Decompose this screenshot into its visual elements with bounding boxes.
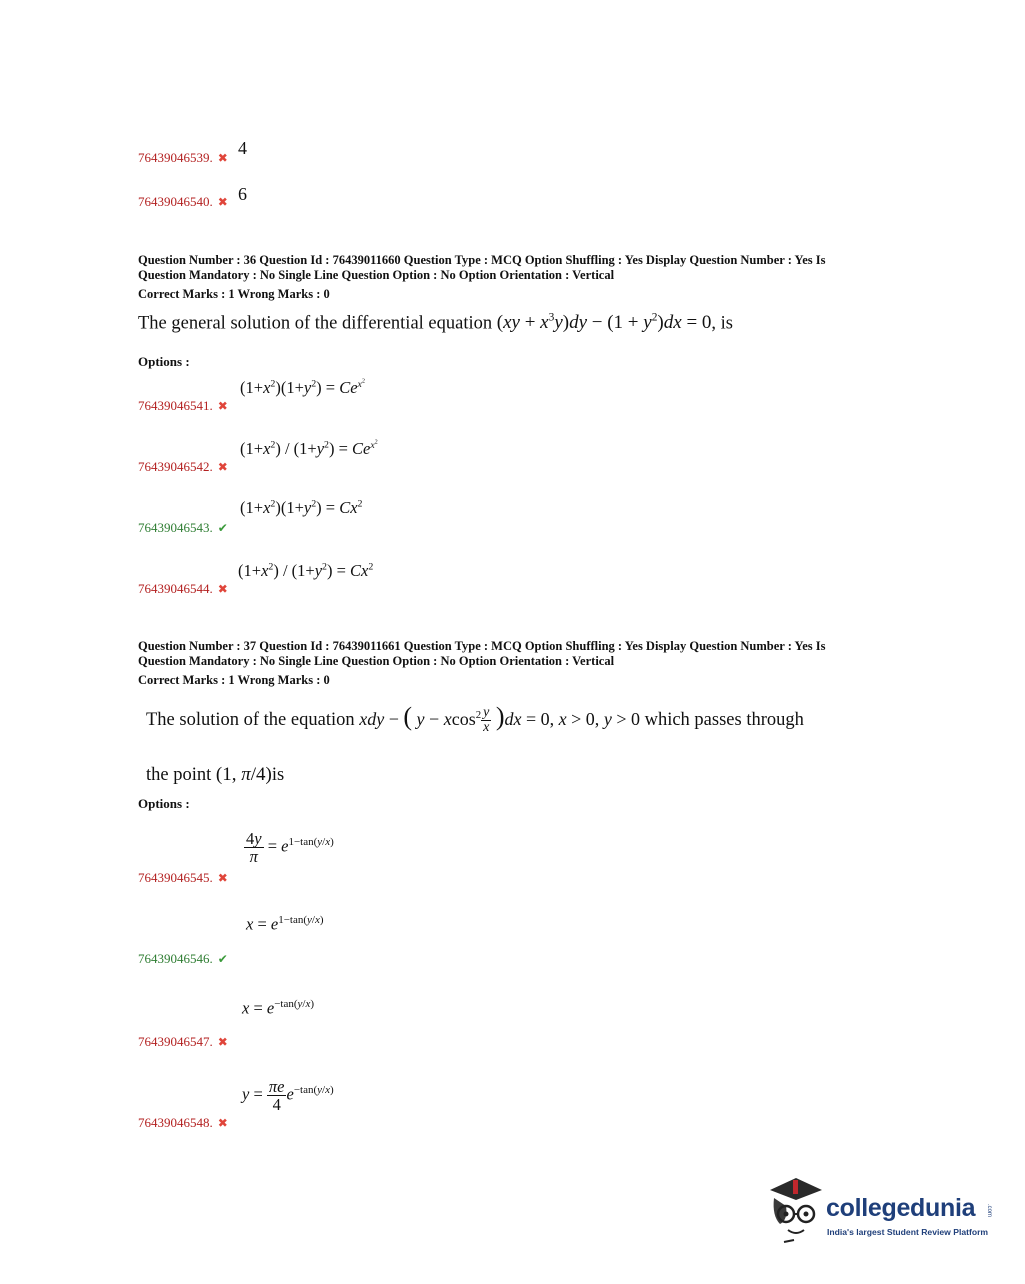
option-id: 76439046547. ✖	[138, 1034, 228, 1049]
option-id: 76439046546. ✔	[138, 951, 228, 966]
question-text: The general solution of the differential equation $(xy + x^3y)dy - (1 + y^2)dx = 0$, is	[138, 312, 733, 334]
cross-icon: ✖	[217, 582, 228, 596]
option-formula: $x = e^{1-tan(y/x)}$	[246, 914, 324, 934]
cross-icon: ✖	[217, 195, 228, 209]
option-id: 76439046544. ✖	[138, 581, 228, 596]
question-marks: Correct Marks : 1 Wrong Marks : 0	[138, 673, 330, 687]
cross-icon: ✖	[217, 151, 228, 165]
cross-icon: ✖	[217, 871, 228, 885]
cross-icon: ✖	[217, 399, 228, 413]
option-formula: y = $\frac{\pi e}{4}$ $e^{-tan(y/x)}$	[242, 1077, 334, 1115]
option-id: 76439046548. ✖	[138, 1115, 228, 1130]
question-meta: Question Mandatory : No Single Line Question Option : No Option Orientation : Vertical	[138, 654, 615, 668]
cross-icon: ✖	[217, 1116, 228, 1130]
option-id: 76439046539. ✖	[138, 150, 228, 165]
cross-icon: ✖	[217, 460, 228, 474]
logo-tagline: India's largest Student Review Platform	[827, 1227, 989, 1237]
question-text: The solution of the equation xdy − ( y − xcos$^2$ $\frac{y}{x}$ )dx = 0, x > 0, y > 0 which passes through	[146, 702, 804, 736]
options-label: Options :	[138, 354, 190, 369]
collegedunia-logo[interactable]	[766, 1176, 996, 1246]
question-meta: Question Mandatory : No Single Line Question Option : No Option Orientation : Vertical	[138, 268, 615, 282]
option-formula: $x = e^{-tan(y/x)}$	[242, 998, 315, 1018]
option-value: 4	[238, 138, 247, 158]
question-marks: Correct Marks : 1 Wrong Marks : 0	[138, 287, 330, 301]
option-id: 76439046543. ✔	[138, 520, 228, 535]
option-id: 76439046541. ✖	[138, 398, 228, 413]
point: (1, π/4)	[215, 764, 272, 785]
option-id: 76439046540. ✖	[138, 194, 228, 209]
equation: xdy − ( y − xcos$^2$ $\frac{y}{x}$ )dx = 0, x > 0, y > 0	[359, 702, 640, 736]
logo-name: collegedunia	[826, 1194, 976, 1222]
question-text-line2: the point (1, π/4)is	[146, 764, 285, 785]
option-id: 76439046542. ✖	[138, 459, 228, 474]
option-formula: $(1+x^2) / (1+y^2) = Ce^{x^2}$	[240, 439, 378, 458]
cross-icon: ✖	[217, 1035, 228, 1049]
option-formula: $\frac{4y}{\pi}$ = $e^{1-tan(y/x)}$	[246, 829, 334, 867]
question-meta: Question Number : 36 Question Id : 76439011660 Question Type : MCQ Option Shuffling : Yes Display Question Number : Yes Is	[138, 253, 826, 267]
question-meta: Question Number : 37 Question Id : 76439011661 Question Type : MCQ Option Shuffling : Yes Display Question Number : Yes Is	[138, 639, 826, 653]
option-formula: $(1+x^2)(1+y^2) = Ce^{x^2}$	[240, 378, 365, 397]
equation: $(xy + x^3y)dy - (1 + y^2)dx = 0$	[496, 312, 712, 334]
option-formula: $(1+x^2) / (1+y^2) = Cx^2$	[238, 561, 374, 580]
option-id: 76439046545. ✖	[138, 870, 228, 885]
options-label: Options :	[138, 796, 190, 811]
option-value: 6	[238, 184, 247, 204]
mascot-icon	[766, 1176, 824, 1246]
logo-com: .com	[986, 1204, 992, 1218]
check-icon: ✔	[217, 521, 228, 535]
option-formula: $(1+x^2)(1+y^2) = Cx^2$	[240, 498, 363, 517]
check-icon: ✔	[217, 952, 228, 966]
